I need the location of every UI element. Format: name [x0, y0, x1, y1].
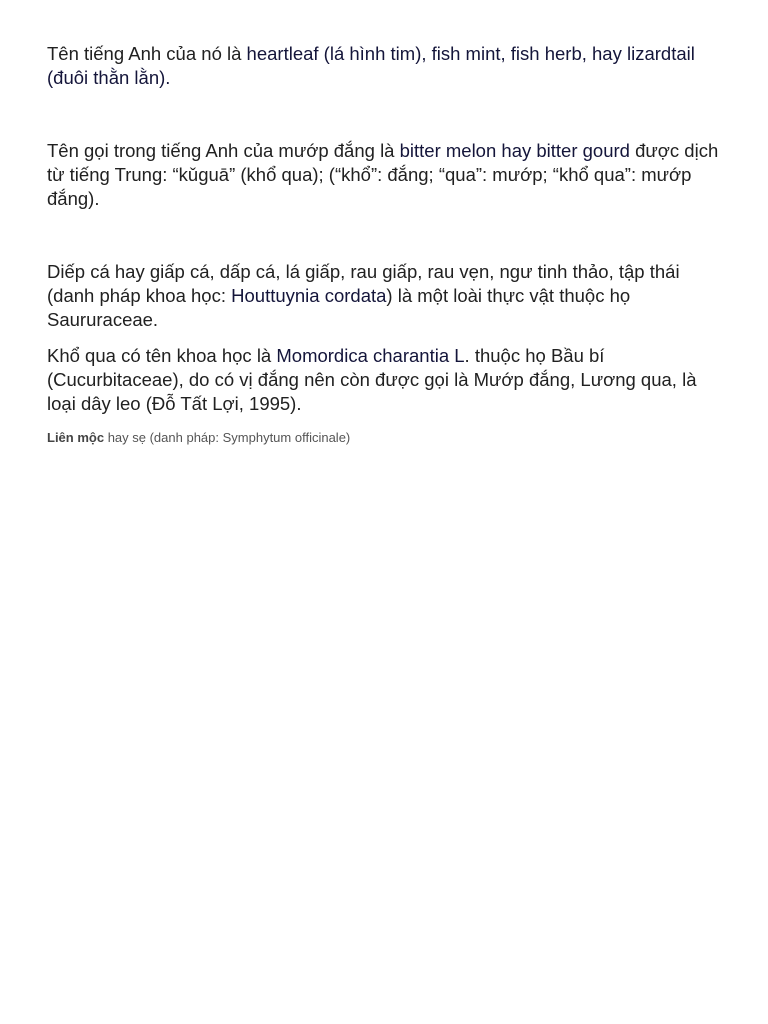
text-segment: Tên tiếng Anh của nó là: [47, 43, 247, 64]
text-segment: được dịch từ tiếng Trung: “kǔguā” (khổ qua); (“khổ”: đắng; “qua”: mướp; “khổ qua”: mướp đắng).: [47, 140, 719, 209]
text-segment: Tên gọi trong tiếng Anh của mướp đắng là: [47, 140, 400, 161]
caption-symphytum: [47, 430, 727, 446]
caption-bold-term: Liên mộc: [47, 430, 105, 445]
scientific-name-highlight: Momordica charantia L: [276, 345, 465, 366]
english-names-highlight: bitter melon hay bitter gourd: [399, 140, 630, 161]
text-segment: Diếp cá hay giấp cá, dấp cá, lá giấp, rau giấp, rau vẹn, ngư tinh thảo, tập thái (danh pháp khoa học:: [47, 261, 680, 306]
scientific-name-highlight: Houttuynia cordata: [231, 285, 387, 306]
text-segment: . thuộc họ Bầu bí (Cucurbitaceae), do có vị đắng nên còn được gọi là Mướp đắng, Lương qua, là loại dây leo (Đỗ Tất Lợi, 1995).: [47, 345, 697, 414]
text-segment: ) là một loài thực vật thuộc họ Saururaceae.: [47, 285, 631, 330]
text-segment: Khổ qua có tên khoa học là: [47, 345, 277, 366]
caption-text: hay sẹ (danh pháp: Symphytum officinale): [104, 430, 351, 445]
english-names-highlight: heartleaf (lá hình tim), fish mint, fish herb, hay lizardtail (đuôi thằn lằn).: [47, 43, 695, 88]
paragraph-momordica: [47, 344, 727, 416]
paragraph-bitter-melon: [47, 139, 727, 211]
paragraph-houttuynia: [47, 260, 727, 332]
paragraph-heartleaf: [47, 42, 727, 90]
document-body: [47, 42, 727, 446]
